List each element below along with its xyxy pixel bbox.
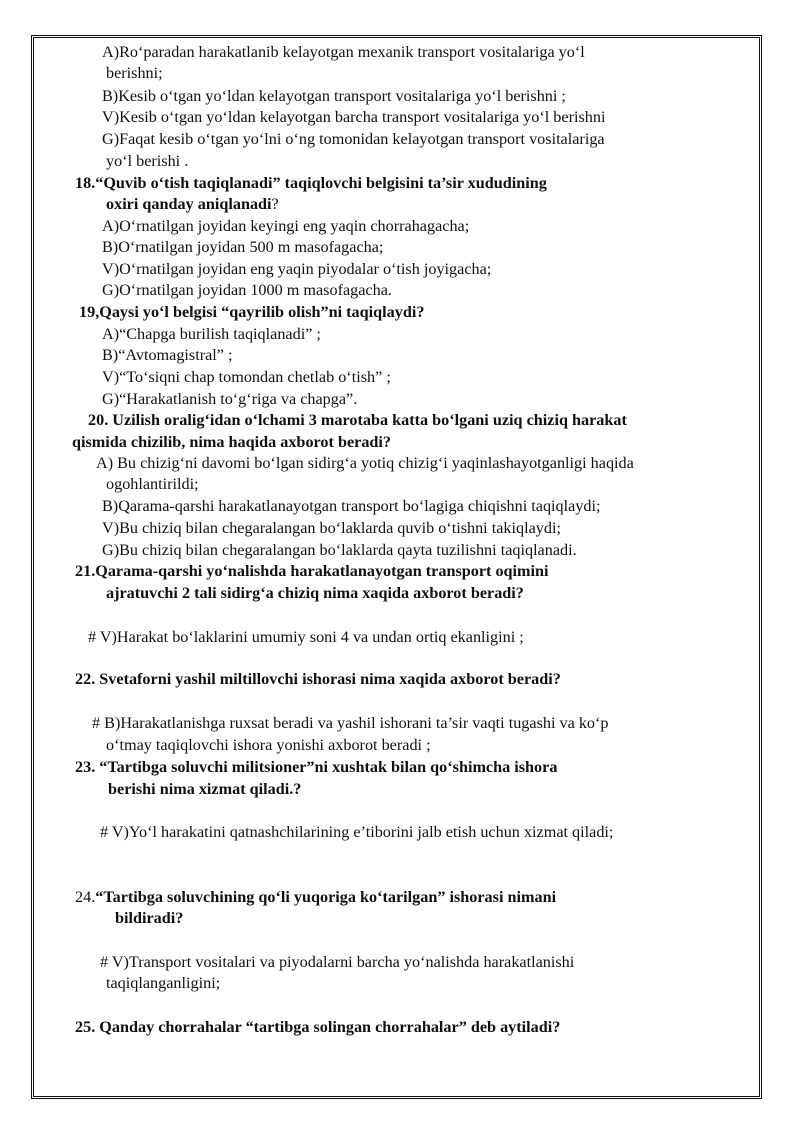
q24-answer: # V)Transport vositalari va piyodalarni barcha yo‘nalishda harakatlanishi [100, 953, 575, 971]
q23-answer: # V)Yo‘l harakatini qatnashchilarining e’tiborini jalb etish uchun xizmat qiladi; [100, 823, 614, 841]
q20-option-v: V)Bu chiziq bilan chegaralangan bo‘laklarda quvib o‘tishni takiqlaydi; [102, 519, 561, 537]
q21-question-cont: ajratuvchi 2 tali sidirg‘a chiziq nima xaqida axborot beradi? [106, 584, 524, 602]
q19-option-a: A)“Chapga burilish taqiqlanadi” ; [102, 325, 321, 343]
q18-option-g: G)O‘rnatilgan joyidan 1000 m masofagacha. [102, 281, 392, 299]
q17-option-g: G)Faqat kesib o‘tgan yo‘lni o‘ng tomonidan kelayotgan transport vositalariga [102, 130, 605, 148]
q21-answer: # V)Harakat bo‘laklarini umumiy soni 4 va undan ortiq ekanligini ; [88, 628, 524, 646]
q21-question: 21.Qarama-qarshi yo‘nalishda harakatlanayotgan transport oqimini [75, 562, 549, 580]
q18-question-cont-text: oxiri qanday aniqlanadi [106, 195, 272, 213]
q18-option-v: V)O‘rnatilgan joyidan eng yaqin piyodalar o‘tish joyigacha; [102, 260, 492, 278]
q22-answer-cont: o‘tmay taqiqlovchi ishora yonishi axborot beradi ; [106, 736, 431, 754]
q17-option-a: A)Ro‘paradan harakatlanib kelayotgan mexanik transport vositalariga yo‘l [102, 43, 585, 61]
q24-question [75, 887, 556, 907]
q20-option-g: G)Bu chiziq bilan chegaralangan bo‘laklarda qayta tuzilishni taqiqlanadi. [102, 541, 577, 559]
q20-question-cont: qismida chizilib, nima haqida axborot beradi? [72, 433, 392, 451]
q17-option-g-cont: yo‘l berishi . [106, 152, 189, 170]
q20-question: 20. Uzilish oralig‘idan o‘lchami 3 marotaba katta bo‘lgani uziq chiziq harakat [88, 411, 627, 429]
q17-option-a-cont: berishni; [106, 64, 163, 82]
q20-option-b: B)Qarama-qarshi harakatlanayotgan transport bo‘lagiga chiqishni taqiqlaydi; [102, 497, 601, 515]
q24-question-text: “Tartibga soluvchining qo‘li yuqoriga ko‘tarilgan” ishorasi nimani [95, 888, 557, 906]
q24-number: 24. [75, 888, 96, 906]
q23-question: 23. “Tartibga soluvchi militsioner”ni xushtak bilan qo‘shimcha ishora [75, 758, 558, 776]
q24-question-cont: bildiradi? [115, 909, 184, 927]
q18-option-a: A)O‘rnatilgan joyidan keyingi eng yaqin chorrahagacha; [102, 217, 470, 235]
q17-option-b: B)Kesib o‘tgan yo‘ldan kelayotgan transport vositalariga yo‘l berishni ; [102, 87, 566, 105]
q18-question-mark: ? [271, 195, 279, 213]
q22-answer: # B)Harakatlanishga ruxsat beradi va yashil ishorani ta’sir vaqti tugashi va ko‘p [92, 714, 609, 732]
q23-question-cont: berishi nima xizmat qiladi.? [108, 780, 302, 798]
q24-answer-cont: taqiqlanganligini; [106, 974, 221, 992]
q19-option-v: V)“To‘siqni chap tomondan chetlab o‘tish” ; [102, 368, 391, 386]
q19-question: 19,Qaysi yo‘l belgisi “qayrilib olish”ni taqiqlaydi? [79, 303, 425, 321]
q22-question: 22. Svetaforni yashil miltillovchi ishorasi nima xaqida axborot beradi? [75, 670, 561, 688]
q18-option-b: B)O‘rnatilgan joyidan 500 m masofagacha; [102, 238, 384, 256]
q18-question-cont [106, 194, 279, 214]
q25-question: 25. Qanday chorrahalar “tartibga solingan chorrahalar” deb aytiladi? [75, 1018, 561, 1036]
q18-question: 18.“Quvib o‘tish taqiqlanadi” taqiqlovchi belgisini ta’sir xududining [75, 174, 547, 192]
q20-option-a: A) Bu chizig‘ni davomi bo‘lgan sidirg‘a yotiq chizig‘i yaqinlashayotganligi haqida [96, 454, 634, 472]
q17-option-v: V)Kesib o‘tgan yo‘ldan kelayotgan barcha transport vositalariga yo‘l berishni [102, 108, 606, 126]
q19-option-b: B)“Avtomagistral” ; [102, 346, 233, 364]
q20-option-a-cont: ogohlantirildi; [106, 475, 199, 493]
q19-option-g: G)“Harakatlanish to‘g‘riga va chapga”. [102, 390, 358, 408]
